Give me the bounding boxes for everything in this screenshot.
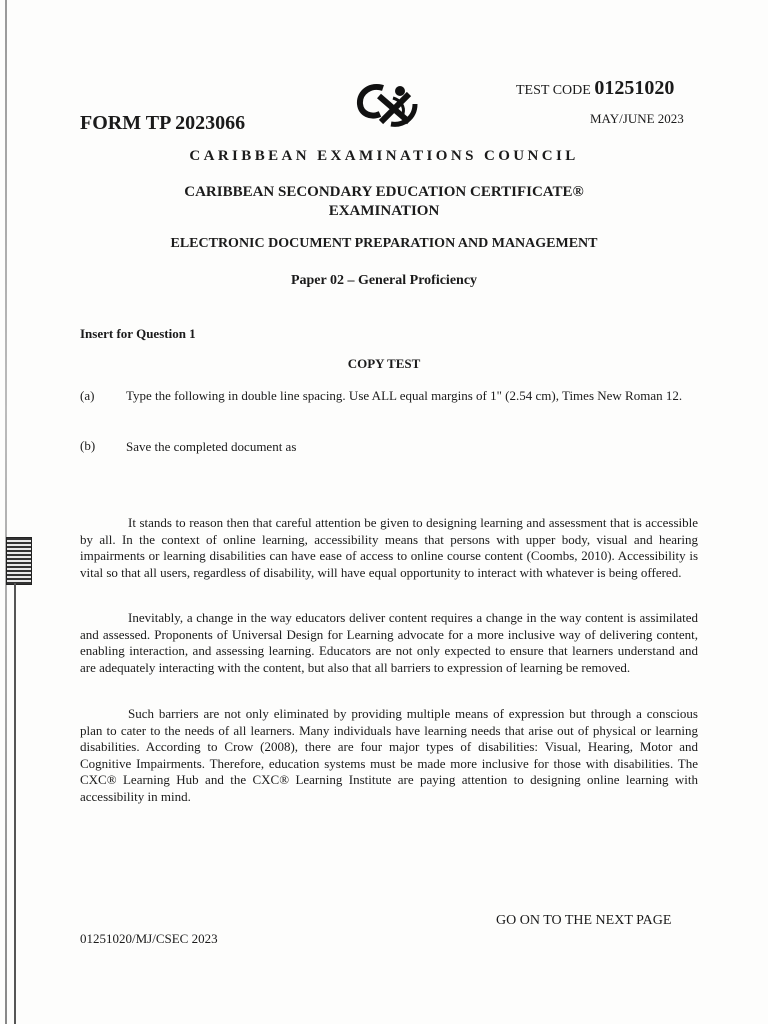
- certificate-title-line1: CARIBBEAN SECONDARY EDUCATION CERTIFICATE®: [184, 184, 584, 200]
- council-title: CARIBBEAN EXAMINATIONS COUNCIL: [189, 148, 579, 164]
- paper-title: Paper 02 – General Proficiency: [290, 273, 478, 288]
- test-code-value: 01251020: [594, 77, 675, 99]
- instruction-text: Type the following in double line spacing. Use ALL equal margins of 1" (2.54 cm), Times New Roman 12.: [126, 388, 683, 403]
- next-page-note: GO ON TO THE NEXT PAGE: [496, 913, 672, 928]
- exam-session: MAY/JUNE 2023: [590, 111, 684, 126]
- test-code: [516, 77, 674, 100]
- insert-heading: Insert for Question 1: [80, 326, 196, 341]
- instruction-label: (a): [80, 388, 95, 403]
- instruction-label: (b): [80, 438, 96, 453]
- paper-code: 01251020/MJ/CSEC 2023: [80, 931, 218, 946]
- body-paragraph: It stands to reason then that careful attention be given to designing learning and assessment that is accessible by all. In the context of online learning, accessibility means that persons with upper body, visual and hearing impairments or learning disabilities can have ease of access to online course content (Coombs, 2010). Accessibility is vital so that all users, regardless of disability, will have equal opportunity to interact with whatever is being offered.: [80, 515, 698, 580]
- subject-title: ELECTRONIC DOCUMENT PREPARATION AND MANAGEMENT: [170, 236, 598, 251]
- body-paragraph: Inevitably, a change in the way educators deliver content requires a change in the way content is assimilated and assessed. Proponents of Universal Design for Learning advocate for a more inclusive way of delivering content, enabling interaction, and assessing learning. Educators are not only expected to ensure that learners understand and are adequately interacting with the content, but also that all barriers to expression of learning be removed.: [80, 610, 698, 675]
- section-title: COPY TEST: [347, 356, 421, 371]
- instruction-text: Save the completed document as: [126, 439, 297, 454]
- certificate-title-line2: EXAMINATION: [328, 203, 440, 219]
- binder-strip: [6, 537, 32, 585]
- body-paragraph: Such barriers are not only eliminated by providing multiple means of expression but through a conscious plan to cater to the needs of all learners. Many individuals have learning needs that arise out of physical or learning disabilities. According to Crow (2008), there are four major types of disabilities: Visual, Hearing, Motor and Cognitive Impairments. Therefore, education systems must be made more inclusive for those with disabilities. The CXC® Learning Hub and the CXC® Learning Institute are paying attention to designing online learning with accessibility in mind.: [80, 706, 698, 804]
- binder-line: [14, 583, 16, 1024]
- form-number: FORM TP 2023066: [80, 112, 246, 134]
- cxc-logo-icon: [353, 82, 419, 128]
- test-code-label: TEST CODE: [516, 83, 591, 98]
